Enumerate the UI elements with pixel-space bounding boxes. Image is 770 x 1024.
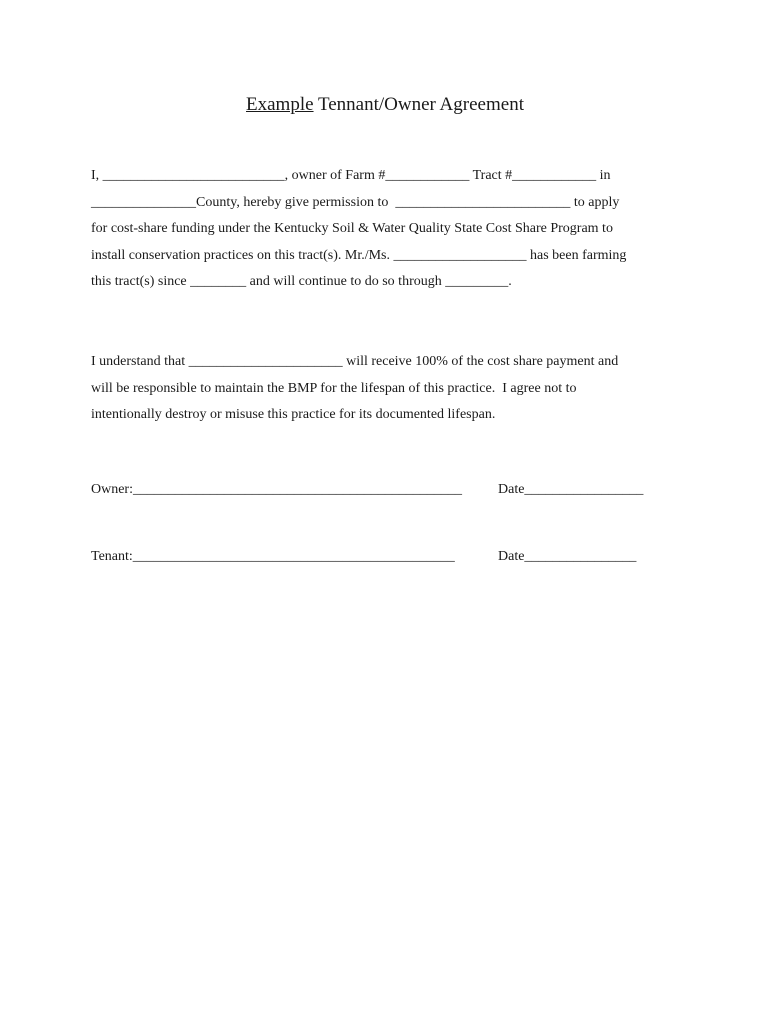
paragraph1-line-1: I, __________________________, owner of Farm #____________ Tract #____________ in — [91, 168, 611, 183]
title-rest: Tennant/Owner Agreement — [313, 94, 524, 115]
paragraph1-line-3: for cost-share funding under the Kentucky Soil & Water Quality State Cost Share Program to — [91, 221, 613, 236]
document-title — [0, 92, 770, 118]
title-underlined-word: Example — [246, 94, 314, 115]
paragraph1-line-5: this tract(s) since ________ and will continue to do so through _________. — [91, 274, 512, 289]
owner-signature-line: Owner:_______________________________________________ — [91, 482, 462, 497]
paragraph2-line-3: intentionally destroy or misuse this practice for its documented lifespan. — [91, 407, 496, 422]
paragraph2-line-2: will be responsible to maintain the BMP for the lifespan of this practice. I agree not to — [91, 381, 577, 396]
tenant-signature-line: Tenant:______________________________________________ — [91, 549, 455, 564]
paragraph1-line-4: install conservation practices on this tract(s). Mr./Ms. ___________________ has been farming — [91, 248, 627, 263]
paragraph1-line-2: _______________County, hereby give permission to _________________________ to apply — [91, 195, 620, 210]
tenant-date-line: Date________________ — [498, 549, 637, 564]
paragraph2-line-1: I understand that ______________________ will receive 100% of the cost share payment and — [91, 354, 619, 369]
owner-date-line: Date_________________ — [498, 482, 644, 497]
